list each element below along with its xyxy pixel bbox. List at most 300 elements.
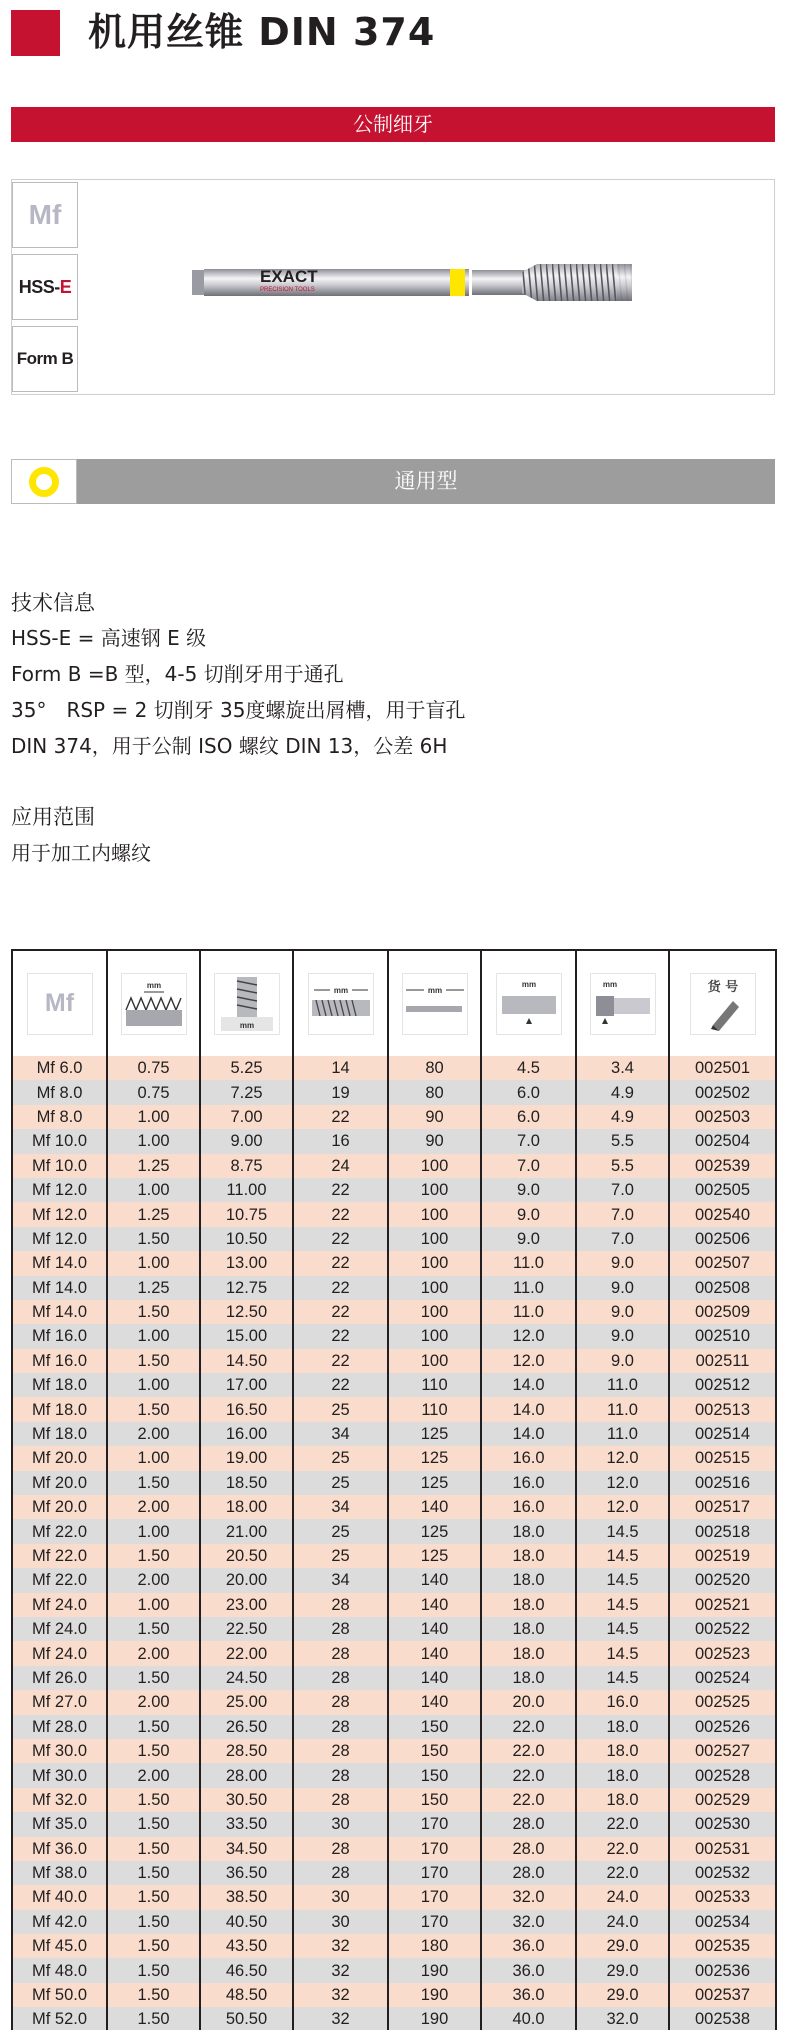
shank-diameter-cell: 16.0: [481, 1446, 576, 1470]
order-number-icon: [690, 973, 756, 1035]
order-number-cell: 002515: [669, 1446, 776, 1470]
thread-length-cell: 28: [293, 1593, 388, 1617]
table-row: [12, 1519, 776, 1543]
thread-length-cell: 28: [293, 1617, 388, 1641]
pitch-cell: 1.50: [107, 1715, 200, 1739]
table-row: [12, 1324, 776, 1348]
square-size-cell: 11.0: [576, 1397, 669, 1421]
core-diameter-cell: 36.50: [200, 1861, 293, 1885]
thread-length-cell: 16: [293, 1129, 388, 1153]
size-cell: Mf 14.0: [12, 1300, 107, 1324]
thread-length-cell: 28: [293, 1641, 388, 1665]
pitch-cell: 1.50: [107, 1934, 200, 1958]
pitch-cell: 2.00: [107, 1422, 200, 1446]
pitch-cell: 1.50: [107, 1617, 200, 1641]
square-size-cell: 29.0: [576, 1934, 669, 1958]
size-cell: Mf 12.0: [12, 1227, 107, 1251]
order-number-cell: 002507: [669, 1251, 776, 1275]
size-cell: Mf 14.0: [12, 1276, 107, 1300]
core-diameter-cell: 5.25: [200, 1056, 293, 1080]
total-length-cell: 125: [388, 1544, 481, 1568]
yellow-ring-icon: [29, 467, 59, 497]
pitch-cell: 1.50: [107, 1666, 200, 1690]
pitch-cell: 1.50: [107, 1983, 200, 2007]
total-length-cell: 170: [388, 1885, 481, 1909]
core-diameter-cell: 23.00: [200, 1593, 293, 1617]
core-diameter-cell: 11.00: [200, 1178, 293, 1202]
order-number-cell: 002517: [669, 1495, 776, 1519]
shank-diameter-cell: 22.0: [481, 1763, 576, 1787]
table-row: [12, 1666, 776, 1690]
thread-length-cell: 22: [293, 1227, 388, 1251]
table-row: [12, 1983, 776, 2007]
core-diameter-cell: 22.00: [200, 1641, 293, 1665]
table-row: [12, 1202, 776, 1226]
thread-length-cell: 28: [293, 1690, 388, 1714]
order-number-cell: 002535: [669, 1934, 776, 1958]
thread-length-cell: 28: [293, 1837, 388, 1861]
size-cell: Mf 36.0: [12, 1837, 107, 1861]
order-number-cell: 002522: [669, 1617, 776, 1641]
square-size-cell: 14.5: [576, 1617, 669, 1641]
order-number-cell: 002513: [669, 1397, 776, 1421]
pitch-cell: 1.50: [107, 1349, 200, 1373]
hss-e-material-icon: [12, 254, 78, 320]
size-cell: Mf 12.0: [12, 1178, 107, 1202]
total-length-cell: 100: [388, 1202, 481, 1226]
square-size-cell: 24.0: [576, 1910, 669, 1934]
square-size-cell: 14.5: [576, 1666, 669, 1690]
square-size-cell: 7.0: [576, 1178, 669, 1202]
hss-prefix: HSS-: [18, 276, 60, 297]
svg-text:mm: mm: [521, 979, 536, 989]
mf-thread-icon: Mf: [12, 182, 78, 248]
table-row: [12, 1568, 776, 1592]
square-size-cell: 11.0: [576, 1422, 669, 1446]
core-diameter-cell: 8.75: [200, 1154, 293, 1178]
square-size-cell: 14.5: [576, 1593, 669, 1617]
svg-text:mm: mm: [239, 1020, 254, 1030]
size-cell: Mf 24.0: [12, 1641, 107, 1665]
square-size-cell: 14.5: [576, 1519, 669, 1543]
table-row: [12, 1397, 776, 1421]
table-row: [12, 1446, 776, 1470]
core-diameter-cell: 48.50: [200, 1983, 293, 2007]
square-size-cell: 4.9: [576, 1080, 669, 1104]
core-diameter-icon: [214, 973, 280, 1035]
shank-diameter-cell: 12.0: [481, 1349, 576, 1373]
square-size-cell: 7.0: [576, 1227, 669, 1251]
pitch-cell: 1.25: [107, 1154, 200, 1178]
application-text: 用于加工内螺纹: [11, 841, 151, 865]
square-size-cell: 14.5: [576, 1544, 669, 1568]
tap-tool-image: [192, 260, 632, 305]
pitch-cell: 2.00: [107, 1763, 200, 1787]
thread-pitch-icon: [121, 973, 187, 1035]
form-b-icon: Form B: [12, 326, 78, 392]
size-cell: Mf 10.0: [12, 1129, 107, 1153]
total-length-cell: 150: [388, 1788, 481, 1812]
total-length-cell: 140: [388, 1495, 481, 1519]
pitch-cell: 1.50: [107, 1861, 200, 1885]
size-cell: Mf 24.0: [12, 1593, 107, 1617]
pitch-cell: 1.00: [107, 1129, 200, 1153]
pitch-cell: 1.00: [107, 1324, 200, 1348]
order-number-cell: 002509: [669, 1300, 776, 1324]
total-length-cell: 140: [388, 1617, 481, 1641]
shank-diameter-cell: 18.0: [481, 1666, 576, 1690]
thread-length-cell: 32: [293, 1983, 388, 2007]
col-header-core-diameter: [200, 950, 293, 1056]
size-cell: Mf 20.0: [12, 1495, 107, 1519]
core-diameter-cell: 40.50: [200, 1910, 293, 1934]
tool-panel: [11, 179, 775, 395]
type-band: [11, 459, 775, 504]
table-row: [12, 1251, 776, 1275]
svg-text:mm: mm: [602, 979, 617, 989]
order-number-cell: 002532: [669, 1861, 776, 1885]
shank-diameter-cell: 28.0: [481, 1861, 576, 1885]
application-heading: 应用范围: [11, 805, 95, 829]
shank-diameter-cell: 32.0: [481, 1910, 576, 1934]
order-number-cell: 002530: [669, 1812, 776, 1836]
yellow-ring-marker: [450, 269, 465, 296]
core-diameter-cell: 33.50: [200, 1812, 293, 1836]
pitch-cell: 1.50: [107, 1544, 200, 1568]
table-row: [12, 1056, 776, 1080]
total-length-cell: 150: [388, 1763, 481, 1787]
thread-length-icon: [308, 973, 374, 1035]
core-diameter-cell: 26.50: [200, 1715, 293, 1739]
table-row: [12, 1276, 776, 1300]
core-diameter-cell: 28.50: [200, 1739, 293, 1763]
total-length-cell: 140: [388, 1666, 481, 1690]
pitch-cell: 2.00: [107, 1495, 200, 1519]
shank-diameter-cell: 14.0: [481, 1397, 576, 1421]
thread-length-cell: 24: [293, 1154, 388, 1178]
total-length-cell: 170: [388, 1812, 481, 1836]
tech-line-4: DIN 374，用于公制 ISO 螺纹 DIN 13，公差 6H: [11, 734, 448, 758]
hss-suffix: E: [59, 276, 72, 297]
thread-length-cell: 28: [293, 1788, 388, 1812]
thread-length-cell: 32: [293, 2007, 388, 2030]
shank-diameter-cell: 6.0: [481, 1105, 576, 1129]
shank-diameter-cell: 7.0: [481, 1129, 576, 1153]
total-length-cell: 125: [388, 1519, 481, 1543]
pitch-cell: 2.00: [107, 1641, 200, 1665]
thread-length-cell: 19: [293, 1080, 388, 1104]
size-cell: Mf 24.0: [12, 1617, 107, 1641]
shank-diameter-cell: 7.0: [481, 1154, 576, 1178]
thread-length-cell: 25: [293, 1446, 388, 1470]
core-diameter-cell: 43.50: [200, 1934, 293, 1958]
total-length-icon: [402, 973, 468, 1035]
table-row: [12, 1593, 776, 1617]
square-size-cell: 29.0: [576, 1958, 669, 1982]
col-header-total-length: [388, 950, 481, 1056]
title-color-block: [11, 10, 60, 56]
pitch-cell: 1.50: [107, 1885, 200, 1909]
thread-length-cell: 22: [293, 1178, 388, 1202]
pitch-cell: 1.00: [107, 1105, 200, 1129]
shank-diameter-cell: 18.0: [481, 1519, 576, 1543]
size-cell: Mf 18.0: [12, 1422, 107, 1446]
core-diameter-cell: 24.50: [200, 1666, 293, 1690]
type-icon-box: [11, 459, 77, 504]
shank-diameter-cell: 40.0: [481, 2007, 576, 2030]
col-header-shank-diameter: [481, 950, 576, 1056]
total-length-cell: 125: [388, 1422, 481, 1446]
order-number-cell: 002519: [669, 1544, 776, 1568]
col-header-order-number: [669, 950, 776, 1056]
shank-diameter-cell: 12.0: [481, 1324, 576, 1348]
order-number-cell: 002533: [669, 1885, 776, 1909]
shank-diameter-cell: 16.0: [481, 1471, 576, 1495]
pitch-cell: 1.25: [107, 1202, 200, 1226]
table-row: [12, 1227, 776, 1251]
square-size-cell: 11.0: [576, 1373, 669, 1397]
square-size-cell: 18.0: [576, 1788, 669, 1812]
order-number-cell: 002506: [669, 1227, 776, 1251]
thread-length-cell: 34: [293, 1422, 388, 1446]
order-number-cell: 002534: [669, 1910, 776, 1934]
total-length-cell: 80: [388, 1056, 481, 1080]
pitch-cell: 0.75: [107, 1080, 200, 1104]
specification-table: [11, 949, 777, 2030]
svg-text:mm: mm: [427, 985, 442, 995]
size-cell: Mf 10.0: [12, 1154, 107, 1178]
thread-length-cell: 28: [293, 1715, 388, 1739]
shank-diameter-icon: [496, 973, 562, 1035]
order-number-cell: 002503: [669, 1105, 776, 1129]
core-diameter-cell: 12.75: [200, 1276, 293, 1300]
thread-length-cell: 25: [293, 1471, 388, 1495]
pitch-cell: 1.50: [107, 1837, 200, 1861]
core-diameter-cell: 18.50: [200, 1471, 293, 1495]
tool-label-column: [12, 180, 78, 394]
square-size-cell: 22.0: [576, 1837, 669, 1861]
pitch-cell: 1.00: [107, 1251, 200, 1275]
size-cell: Mf 26.0: [12, 1666, 107, 1690]
thread-length-cell: 28: [293, 1763, 388, 1787]
order-number-cell: 002538: [669, 2007, 776, 2030]
order-number-cell: 002524: [669, 1666, 776, 1690]
order-number-cell: 002521: [669, 1593, 776, 1617]
total-length-cell: 100: [388, 1349, 481, 1373]
core-diameter-cell: 9.00: [200, 1129, 293, 1153]
pitch-cell: 0.75: [107, 1056, 200, 1080]
table-row: [12, 1837, 776, 1861]
size-cell: Mf 32.0: [12, 1788, 107, 1812]
pitch-cell: 1.50: [107, 1812, 200, 1836]
size-cell: Mf 8.0: [12, 1105, 107, 1129]
shank-diameter-cell: 22.0: [481, 1715, 576, 1739]
pitch-cell: 1.50: [107, 1300, 200, 1324]
table-row: [12, 1885, 776, 1909]
svg-text:货 号: 货 号: [707, 979, 738, 995]
shank-diameter-cell: 22.0: [481, 1788, 576, 1812]
table-body: [12, 1056, 776, 2030]
square-size-cell: 29.0: [576, 1983, 669, 2007]
size-cell: Mf 52.0: [12, 2007, 107, 2030]
brand-subtext: PRECISION TOOLS: [260, 287, 315, 293]
total-length-cell: 190: [388, 2007, 481, 2030]
shank-diameter-cell: 32.0: [481, 1885, 576, 1909]
total-length-cell: 100: [388, 1251, 481, 1275]
total-length-cell: 170: [388, 1837, 481, 1861]
total-length-cell: 140: [388, 1690, 481, 1714]
pitch-cell: 1.50: [107, 1471, 200, 1495]
core-diameter-cell: 28.00: [200, 1763, 293, 1787]
pitch-cell: 1.00: [107, 1519, 200, 1543]
square-size-cell: 5.5: [576, 1154, 669, 1178]
order-number-cell: 002525: [669, 1690, 776, 1714]
table-row: [12, 1934, 776, 1958]
thread-length-cell: 22: [293, 1251, 388, 1275]
square-size-cell: 3.4: [576, 1056, 669, 1080]
size-cell: Mf 22.0: [12, 1519, 107, 1543]
size-cell: Mf 8.0: [12, 1080, 107, 1104]
table-row: [12, 1812, 776, 1836]
tech-line-2: Form B =B 型，4-5 切削牙用于通孔: [11, 662, 344, 686]
type-band-label: 通用型: [394, 469, 458, 493]
total-length-cell: 150: [388, 1715, 481, 1739]
size-cell: Mf 38.0: [12, 1861, 107, 1885]
core-diameter-cell: 16.50: [200, 1397, 293, 1421]
square-size-cell: 9.0: [576, 1349, 669, 1373]
col-header-thread-length: [293, 950, 388, 1056]
table-row: [12, 1910, 776, 1934]
shank-diameter-cell: 9.0: [481, 1227, 576, 1251]
shank-diameter-cell: 9.0: [481, 1202, 576, 1226]
order-number-cell: 002523: [669, 1641, 776, 1665]
table-row: [12, 1349, 776, 1373]
thread-length-cell: 32: [293, 1934, 388, 1958]
shank-diameter-cell: 14.0: [481, 1373, 576, 1397]
table-row: [12, 1471, 776, 1495]
order-number-cell: 002511: [669, 1349, 776, 1373]
order-number-cell: 002540: [669, 1202, 776, 1226]
shank-diameter-cell: 14.0: [481, 1422, 576, 1446]
size-cell: Mf 18.0: [12, 1397, 107, 1421]
total-length-cell: 150: [388, 1739, 481, 1763]
table-row: [12, 1763, 776, 1787]
order-number-cell: 002518: [669, 1519, 776, 1543]
mf-size-icon: Mf: [27, 973, 93, 1035]
table-row: [12, 1690, 776, 1714]
order-number-cell: 002531: [669, 1837, 776, 1861]
square-size-cell: 14.5: [576, 1641, 669, 1665]
total-length-cell: 90: [388, 1129, 481, 1153]
total-length-cell: 100: [388, 1324, 481, 1348]
total-length-cell: 170: [388, 1910, 481, 1934]
table-row: [12, 1105, 776, 1129]
square-size-cell: 4.9: [576, 1105, 669, 1129]
core-diameter-cell: 19.00: [200, 1446, 293, 1470]
svg-text:mm: mm: [146, 980, 161, 990]
square-size-cell: 18.0: [576, 1739, 669, 1763]
thread-length-cell: 34: [293, 1568, 388, 1592]
size-cell: Mf 30.0: [12, 1763, 107, 1787]
total-length-cell: 100: [388, 1154, 481, 1178]
shank-diameter-cell: 18.0: [481, 1617, 576, 1641]
size-cell: Mf 30.0: [12, 1739, 107, 1763]
order-number-cell: 002510: [669, 1324, 776, 1348]
core-diameter-cell: 30.50: [200, 1788, 293, 1812]
table-row: [12, 1373, 776, 1397]
table-row: [12, 1715, 776, 1739]
size-cell: Mf 22.0: [12, 1544, 107, 1568]
order-number-cell: 002529: [669, 1788, 776, 1812]
category-band: 公制细牙: [11, 107, 775, 142]
pitch-cell: 1.25: [107, 1276, 200, 1300]
core-diameter-cell: 50.50: [200, 2007, 293, 2030]
square-size-cell: 12.0: [576, 1471, 669, 1495]
total-length-cell: 100: [388, 1227, 481, 1251]
table-row: [12, 1641, 776, 1665]
pitch-cell: 2.00: [107, 1568, 200, 1592]
core-diameter-cell: 22.50: [200, 1617, 293, 1641]
total-length-cell: 90: [388, 1105, 481, 1129]
pitch-cell: 1.50: [107, 1397, 200, 1421]
square-size-cell: 9.0: [576, 1276, 669, 1300]
thread-length-cell: 28: [293, 1666, 388, 1690]
shank-diameter-cell: 11.0: [481, 1276, 576, 1300]
pitch-cell: 2.00: [107, 1690, 200, 1714]
table-row: [12, 1544, 776, 1568]
core-diameter-cell: 12.50: [200, 1300, 293, 1324]
square-size-cell: 18.0: [576, 1763, 669, 1787]
thread-length-cell: 28: [293, 1861, 388, 1885]
total-length-cell: 140: [388, 1641, 481, 1665]
thread-length-cell: 22: [293, 1300, 388, 1324]
pitch-cell: 1.50: [107, 1910, 200, 1934]
core-diameter-cell: 10.50: [200, 1227, 293, 1251]
order-number-cell: 002536: [669, 1958, 776, 1982]
tech-line-1: HSS-E = 高速钢 E 级: [11, 626, 207, 650]
pitch-cell: 1.00: [107, 1373, 200, 1397]
square-size-cell: 9.0: [576, 1251, 669, 1275]
total-length-cell: 180: [388, 1934, 481, 1958]
thread-length-cell: 22: [293, 1202, 388, 1226]
core-diameter-cell: 15.00: [200, 1324, 293, 1348]
col-header-pitch: [107, 950, 200, 1056]
page-title: 机用丝锥 DIN 374: [88, 10, 436, 54]
square-size-cell: 7.0: [576, 1202, 669, 1226]
square-size-icon: [590, 973, 656, 1035]
total-length-cell: 140: [388, 1593, 481, 1617]
size-cell: Mf 6.0: [12, 1056, 107, 1080]
shank-diameter-cell: 9.0: [481, 1178, 576, 1202]
order-number-cell: 002526: [669, 1715, 776, 1739]
thread-length-cell: 30: [293, 1910, 388, 1934]
thread-length-cell: 22: [293, 1324, 388, 1348]
size-cell: Mf 20.0: [12, 1446, 107, 1470]
pitch-cell: 1.00: [107, 1446, 200, 1470]
core-diameter-cell: 17.00: [200, 1373, 293, 1397]
shank-diameter-cell: 18.0: [481, 1544, 576, 1568]
table-row: [12, 1958, 776, 1982]
total-length-cell: 125: [388, 1471, 481, 1495]
thread-length-cell: 22: [293, 1349, 388, 1373]
order-number-cell: 002501: [669, 1056, 776, 1080]
shank-diameter-cell: 36.0: [481, 1934, 576, 1958]
thread-length-cell: 28: [293, 1739, 388, 1763]
shank-diameter-cell: 36.0: [481, 1983, 576, 2007]
table-row: [12, 1129, 776, 1153]
size-cell: Mf 27.0: [12, 1690, 107, 1714]
pitch-cell: 1.50: [107, 1788, 200, 1812]
